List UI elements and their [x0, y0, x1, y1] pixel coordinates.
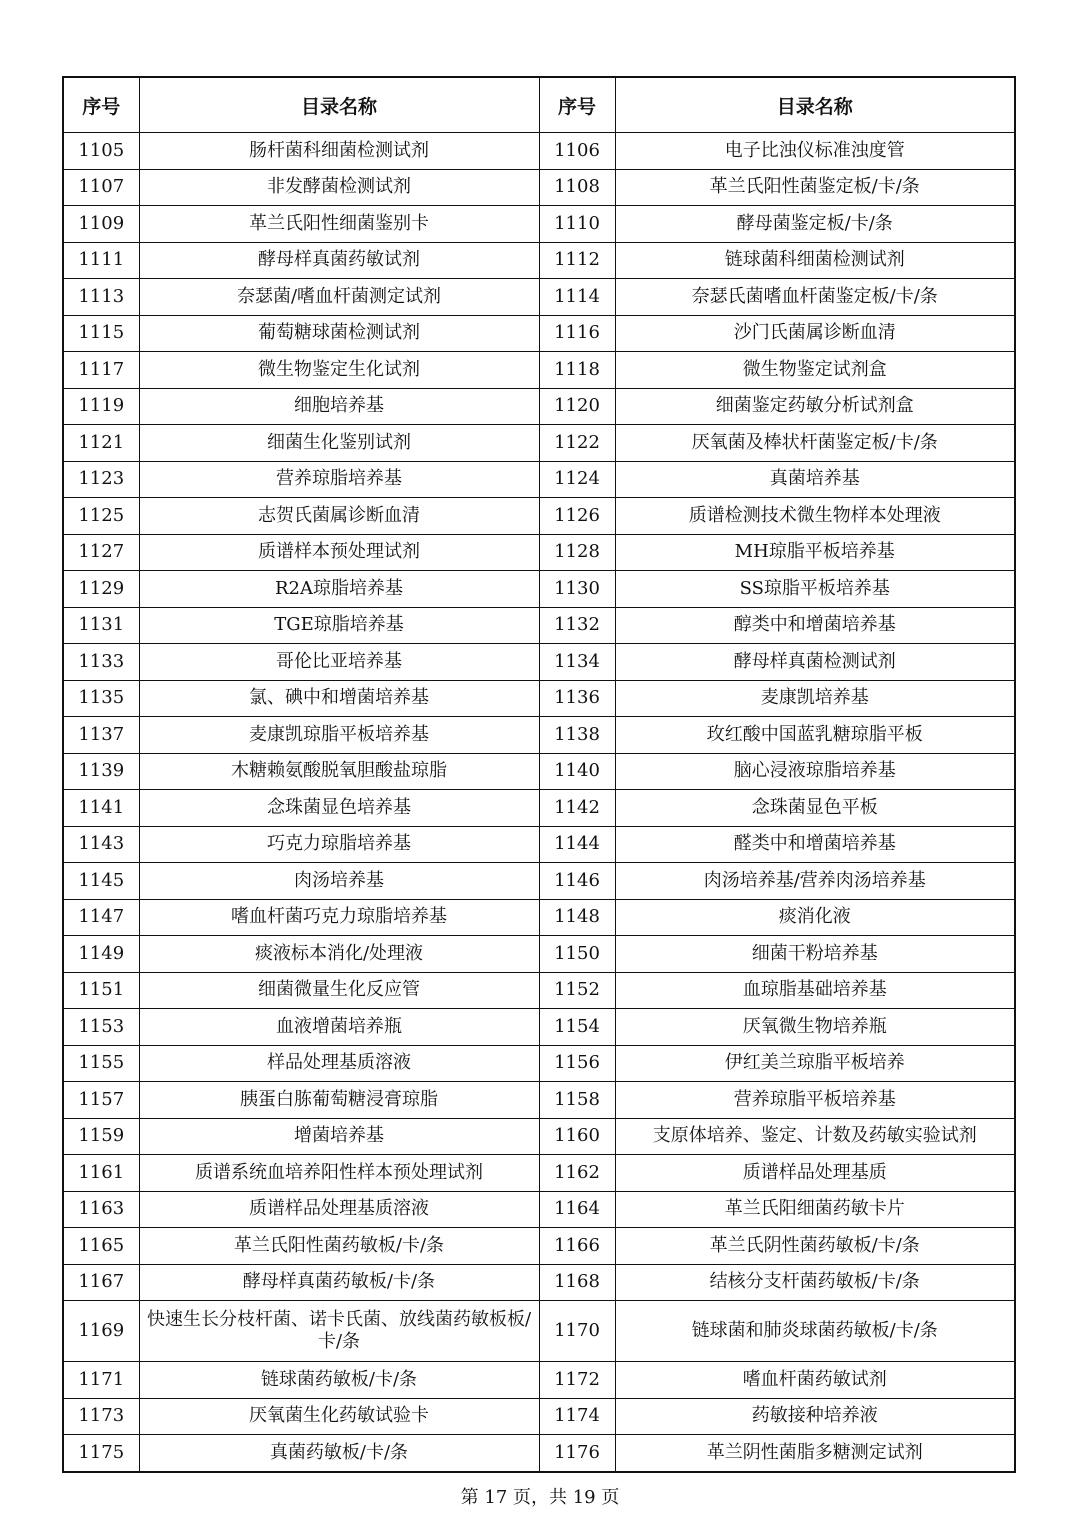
cell-serial-right: 1140 — [539, 753, 615, 790]
cell-serial-left: 1155 — [63, 1045, 139, 1082]
cell-serial-left: 1161 — [63, 1155, 139, 1192]
cell-serial-left: 1159 — [63, 1118, 139, 1155]
table-row — [63, 1398, 1015, 1435]
cell-name-right: 嗜血杆菌药敏试剂 — [615, 1362, 1015, 1399]
cell-serial-left: 1141 — [63, 790, 139, 827]
cell-name-right: 细菌鉴定药敏分析试剂盒 — [615, 388, 1015, 425]
cell-name-left: 厌氧菌生化药敏试验卡 — [139, 1398, 539, 1435]
cell-name-right: 质谱检测技术微生物样本处理液 — [615, 498, 1015, 535]
cell-name-left: 肠杆菌科细菌检测试剂 — [139, 133, 539, 170]
cell-serial-left: 1163 — [63, 1191, 139, 1228]
table-row — [63, 133, 1015, 170]
cell-name-right: 脑心浸液琼脂培养基 — [615, 753, 1015, 790]
cell-name-left: 快速生长分枝杆菌、诺卡氏菌、放线菌药敏板板/卡/条 — [139, 1301, 539, 1362]
table-row — [63, 972, 1015, 1009]
table-row — [63, 425, 1015, 462]
table-row — [63, 753, 1015, 790]
table-row — [63, 1191, 1015, 1228]
cell-serial-right: 1132 — [539, 607, 615, 644]
cell-name-right: 厌氧微生物培养瓶 — [615, 1009, 1015, 1046]
cell-name-left: 质谱样本预处理试剂 — [139, 534, 539, 571]
cell-serial-right: 1126 — [539, 498, 615, 535]
table-row — [63, 534, 1015, 571]
table-body — [63, 133, 1015, 1472]
table-row — [63, 863, 1015, 900]
cell-name-left: 志贺氏菌属诊断血清 — [139, 498, 539, 535]
cell-serial-right: 1154 — [539, 1009, 615, 1046]
cell-name-right: 伊红美兰琼脂平板培养 — [615, 1045, 1015, 1082]
cell-name-left: 木糖赖氨酸脱氧胆酸盐琼脂 — [139, 753, 539, 790]
cell-serial-right: 1124 — [539, 461, 615, 498]
cell-serial-left: 1157 — [63, 1082, 139, 1119]
cell-serial-left: 1169 — [63, 1301, 139, 1362]
cell-name-right: 醇类中和增菌培养基 — [615, 607, 1015, 644]
table-row — [63, 461, 1015, 498]
cell-name-right: 玫红酸中国蓝乳糖琼脂平板 — [615, 717, 1015, 754]
cell-serial-right: 1156 — [539, 1045, 615, 1082]
cell-name-right: 链球菌科细菌检测试剂 — [615, 242, 1015, 279]
cell-name-right: 革兰氏阳细菌药敏卡片 — [615, 1191, 1015, 1228]
table-row — [63, 1301, 1015, 1362]
cell-serial-right: 1120 — [539, 388, 615, 425]
cell-serial-right: 1110 — [539, 206, 615, 243]
cell-serial-left: 1165 — [63, 1228, 139, 1265]
cell-serial-left: 1135 — [63, 680, 139, 717]
header-serial-right: 序号 — [539, 77, 615, 133]
table-row — [63, 1082, 1015, 1119]
cell-serial-left: 1173 — [63, 1398, 139, 1435]
cell-name-right: 奈瑟氏菌嗜血杆菌鉴定板/卡/条 — [615, 279, 1015, 316]
cell-serial-left: 1167 — [63, 1264, 139, 1301]
cell-serial-left: 1175 — [63, 1435, 139, 1472]
cell-serial-right: 1144 — [539, 826, 615, 863]
cell-serial-left: 1115 — [63, 315, 139, 352]
cell-serial-right: 1108 — [539, 169, 615, 206]
cell-name-left: 非发酵菌检测试剂 — [139, 169, 539, 206]
cell-serial-right: 1170 — [539, 1301, 615, 1362]
cell-serial-left: 1131 — [63, 607, 139, 644]
cell-name-left: 胰蛋白胨葡萄糖浸膏琼脂 — [139, 1082, 539, 1119]
cell-name-left: TGE琼脂培养基 — [139, 607, 539, 644]
cell-name-right: 细菌干粉培养基 — [615, 936, 1015, 973]
cell-name-right: 酵母样真菌检测试剂 — [615, 644, 1015, 681]
cell-serial-right: 1118 — [539, 352, 615, 389]
cell-name-left: 酵母样真菌药敏板/卡/条 — [139, 1264, 539, 1301]
cell-serial-left: 1151 — [63, 972, 139, 1009]
table-row — [63, 680, 1015, 717]
cell-serial-left: 1143 — [63, 826, 139, 863]
cell-name-left: 样品处理基质溶液 — [139, 1045, 539, 1082]
cell-name-left: 哥伦比亚培养基 — [139, 644, 539, 681]
table-row — [63, 242, 1015, 279]
cell-name-right: 链球菌和肺炎球菌药敏板/卡/条 — [615, 1301, 1015, 1362]
cell-serial-right: 1122 — [539, 425, 615, 462]
header-serial-left: 序号 — [63, 77, 139, 133]
cell-serial-right: 1174 — [539, 1398, 615, 1435]
cell-serial-left: 1119 — [63, 388, 139, 425]
table-row — [63, 899, 1015, 936]
cell-name-left: 酵母样真菌药敏试剂 — [139, 242, 539, 279]
cell-name-left: 微生物鉴定生化试剂 — [139, 352, 539, 389]
header-name-left: 目录名称 — [139, 77, 539, 133]
table-row — [63, 1264, 1015, 1301]
table-row — [63, 717, 1015, 754]
cell-serial-right: 1136 — [539, 680, 615, 717]
cell-name-left: 巧克力琼脂培养基 — [139, 826, 539, 863]
cell-serial-left: 1147 — [63, 899, 139, 936]
cell-serial-right: 1166 — [539, 1228, 615, 1265]
cell-name-left: 麦康凯琼脂平板培养基 — [139, 717, 539, 754]
table-row — [63, 571, 1015, 608]
cell-name-left: 细胞培养基 — [139, 388, 539, 425]
catalog-table — [62, 76, 1016, 1473]
cell-name-left: 质谱系统血培养阳性样本预处理试剂 — [139, 1155, 539, 1192]
cell-serial-left: 1171 — [63, 1362, 139, 1399]
cell-serial-left: 1109 — [63, 206, 139, 243]
cell-name-left: 血液增菌培养瓶 — [139, 1009, 539, 1046]
table-row — [63, 498, 1015, 535]
table-row — [63, 1228, 1015, 1265]
cell-name-right: 肉汤培养基/营养肉汤培养基 — [615, 863, 1015, 900]
cell-name-left: 细菌微量生化反应管 — [139, 972, 539, 1009]
cell-serial-left: 1105 — [63, 133, 139, 170]
cell-serial-right: 1130 — [539, 571, 615, 608]
cell-name-left: 细菌生化鉴别试剂 — [139, 425, 539, 462]
cell-name-right: 酵母菌鉴定板/卡/条 — [615, 206, 1015, 243]
cell-name-left: 营养琼脂培养基 — [139, 461, 539, 498]
cell-serial-right: 1134 — [539, 644, 615, 681]
cell-name-right: 营养琼脂平板培养基 — [615, 1082, 1015, 1119]
table-row — [63, 1009, 1015, 1046]
cell-name-left: 质谱样品处理基质溶液 — [139, 1191, 539, 1228]
cell-name-right: 电子比浊仪标准浊度管 — [615, 133, 1015, 170]
cell-serial-right: 1176 — [539, 1435, 615, 1472]
cell-serial-right: 1172 — [539, 1362, 615, 1399]
cell-serial-left: 1111 — [63, 242, 139, 279]
cell-serial-right: 1162 — [539, 1155, 615, 1192]
cell-serial-right: 1160 — [539, 1118, 615, 1155]
cell-serial-left: 1123 — [63, 461, 139, 498]
cell-name-right: 革兰阴性菌脂多糖测定试剂 — [615, 1435, 1015, 1472]
cell-serial-left: 1145 — [63, 863, 139, 900]
table-row — [63, 315, 1015, 352]
cell-name-left: 增菌培养基 — [139, 1118, 539, 1155]
cell-name-left: 革兰氏阳性细菌鉴别卡 — [139, 206, 539, 243]
cell-name-right: 支原体培养、鉴定、计数及药敏实验试剂 — [615, 1118, 1015, 1155]
table-row — [63, 1362, 1015, 1399]
cell-name-right: 微生物鉴定试剂盒 — [615, 352, 1015, 389]
cell-name-right: 药敏接种培养液 — [615, 1398, 1015, 1435]
cell-serial-left: 1117 — [63, 352, 139, 389]
table-header-row — [63, 77, 1015, 133]
cell-serial-right: 1152 — [539, 972, 615, 1009]
table-row — [63, 826, 1015, 863]
table-row — [63, 352, 1015, 389]
cell-name-right: 真菌培养基 — [615, 461, 1015, 498]
cell-serial-right: 1148 — [539, 899, 615, 936]
cell-name-right: 醛类中和增菌培养基 — [615, 826, 1015, 863]
table-row — [63, 1155, 1015, 1192]
table-row — [63, 169, 1015, 206]
cell-name-left: 痰液标本消化/处理液 — [139, 936, 539, 973]
cell-serial-left: 1107 — [63, 169, 139, 206]
cell-serial-right: 1164 — [539, 1191, 615, 1228]
cell-name-left: 嗜血杆菌巧克力琼脂培养基 — [139, 899, 539, 936]
cell-serial-left: 1137 — [63, 717, 139, 754]
table-row — [63, 790, 1015, 827]
table-row — [63, 279, 1015, 316]
table-row — [63, 388, 1015, 425]
table-row — [63, 936, 1015, 973]
cell-serial-right: 1114 — [539, 279, 615, 316]
cell-name-right: 念珠菌显色平板 — [615, 790, 1015, 827]
cell-name-right: 沙门氏菌属诊断血清 — [615, 315, 1015, 352]
cell-name-right: 结核分支杆菌药敏板/卡/条 — [615, 1264, 1015, 1301]
cell-serial-left: 1127 — [63, 534, 139, 571]
cell-name-left: R2A琼脂培养基 — [139, 571, 539, 608]
cell-name-right: 革兰氏阴性菌药敏板/卡/条 — [615, 1228, 1015, 1265]
table-row — [63, 1045, 1015, 1082]
cell-name-right: SS琼脂平板培养基 — [615, 571, 1015, 608]
cell-name-right: 痰消化液 — [615, 899, 1015, 936]
cell-serial-right: 1158 — [539, 1082, 615, 1119]
cell-serial-left: 1149 — [63, 936, 139, 973]
cell-serial-right: 1116 — [539, 315, 615, 352]
cell-serial-right: 1112 — [539, 242, 615, 279]
cell-name-left: 葡萄糖球菌检测试剂 — [139, 315, 539, 352]
cell-name-right: MH琼脂平板培养基 — [615, 534, 1015, 571]
cell-serial-right: 1138 — [539, 717, 615, 754]
cell-name-right: 革兰氏阳性菌鉴定板/卡/条 — [615, 169, 1015, 206]
cell-serial-left: 1113 — [63, 279, 139, 316]
cell-serial-right: 1146 — [539, 863, 615, 900]
header-name-right: 目录名称 — [615, 77, 1015, 133]
cell-name-right: 麦康凯培养基 — [615, 680, 1015, 717]
cell-serial-left: 1139 — [63, 753, 139, 790]
table-row — [63, 644, 1015, 681]
cell-name-left: 真菌药敏板/卡/条 — [139, 1435, 539, 1472]
table-row — [63, 206, 1015, 243]
cell-name-left: 奈瑟菌/嗜血杆菌测定试剂 — [139, 279, 539, 316]
cell-name-right: 血琼脂基础培养基 — [615, 972, 1015, 1009]
cell-serial-right: 1106 — [539, 133, 615, 170]
cell-serial-right: 1168 — [539, 1264, 615, 1301]
cell-name-left: 链球菌药敏板/卡/条 — [139, 1362, 539, 1399]
cell-name-left: 革兰氏阳性菌药敏板/卡/条 — [139, 1228, 539, 1265]
cell-name-left: 肉汤培养基 — [139, 863, 539, 900]
table-row — [63, 1118, 1015, 1155]
table-row — [63, 1435, 1015, 1472]
cell-name-left: 氯、碘中和增菌培养基 — [139, 680, 539, 717]
cell-serial-left: 1133 — [63, 644, 139, 681]
cell-serial-right: 1142 — [539, 790, 615, 827]
cell-name-right: 质谱样品处理基质 — [615, 1155, 1015, 1192]
cell-serial-left: 1153 — [63, 1009, 139, 1046]
cell-serial-right: 1128 — [539, 534, 615, 571]
cell-serial-right: 1150 — [539, 936, 615, 973]
cell-name-left: 念珠菌显色培养基 — [139, 790, 539, 827]
page-footer: 第 17 页，共 19 页 — [460, 1487, 620, 1508]
cell-serial-left: 1125 — [63, 498, 139, 535]
cell-serial-left: 1129 — [63, 571, 139, 608]
cell-name-right: 厌氧菌及棒状杆菌鉴定板/卡/条 — [615, 425, 1015, 462]
cell-serial-left: 1121 — [63, 425, 139, 462]
table-row — [63, 607, 1015, 644]
